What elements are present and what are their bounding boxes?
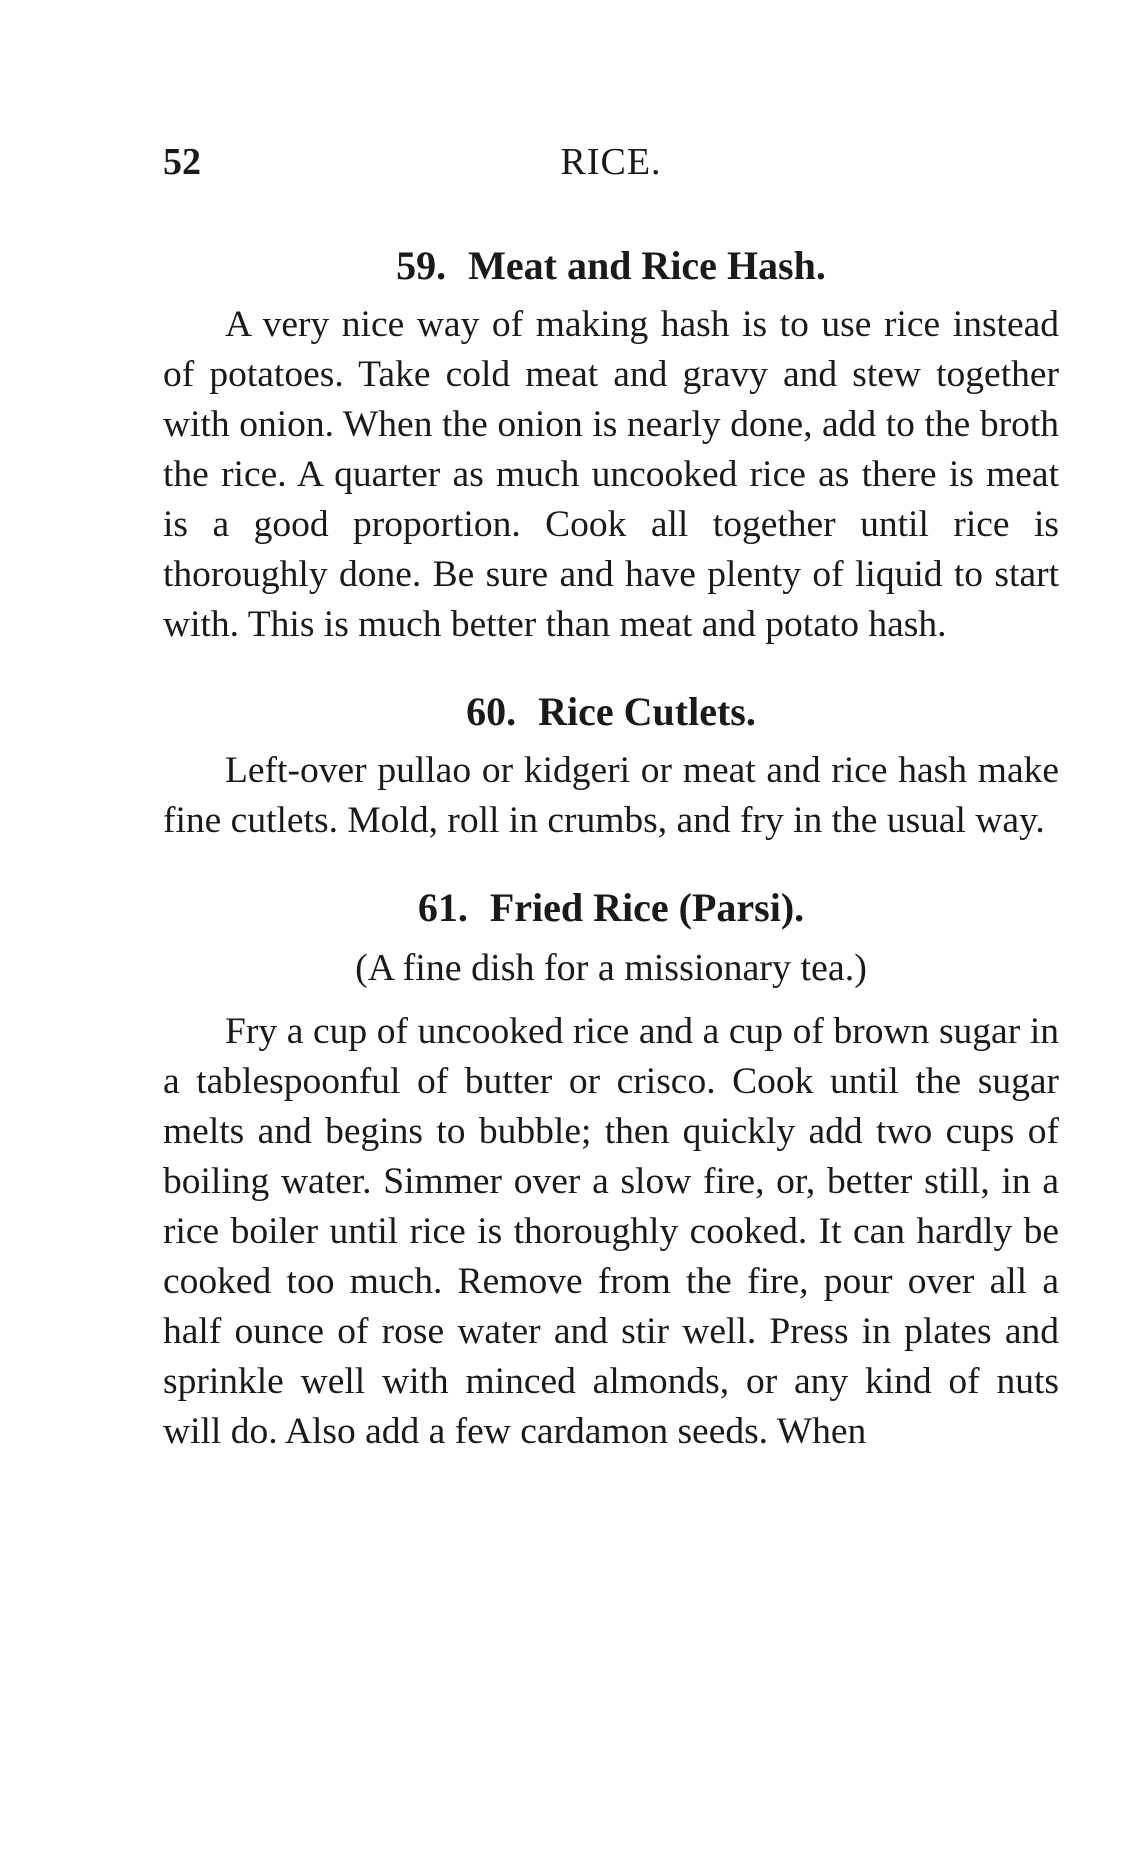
recipe-text: Left-over pullao or kidgeri or meat and rice hash make fine cutlets. Mold, roll in crumbs, and fry in the usual way.: [163, 750, 1059, 841]
recipe-61: [163, 884, 1059, 1457]
recipe-heading: [163, 242, 1059, 290]
page-number: 52: [163, 141, 201, 183]
recipe-title: Rice Cutlets.: [538, 689, 756, 734]
recipe-59: [163, 242, 1059, 650]
recipe-title: Fried Rice (Parsi).: [489, 885, 805, 930]
book-page: [163, 120, 1059, 1495]
recipe-text: Fry a cup of uncooked rice and a cup of brown sugar in a tablespoonful of butter or crisco. Cook until the sugar melts and begins to bubble; then quickly add two cups of boiling water. Simmer over a slow fire, or, better still, in a rice boiler until rice is thoroughly cooked. It can hardly be cooked too much. Remove from the fire, pour over all a half ounce of rose water and stir well. Press in plates and sprinkle well with minced almonds, or any kind of nuts will do. Also add a few cardamon seeds. When: [163, 1011, 1059, 1453]
recipe-title: Meat and Rice Hash.: [468, 243, 826, 288]
recipe-number: 61.: [417, 885, 468, 930]
running-head: [163, 120, 1059, 183]
recipe-number: 60.: [466, 689, 517, 734]
recipe-heading: [163, 688, 1059, 736]
recipe-number: 59.: [396, 243, 447, 288]
running-title: RICE.: [560, 141, 662, 183]
recipe-subtitle: (A fine dish for a missionary tea.): [355, 947, 867, 989]
recipe-text: A very nice way of making hash is to use rice instead of potatoes. Take cold meat and gravy and stew together with onion. When the onion is nearly done, add to the broth the rice. A quarter as much uncooked rice as there is meat is a good proportion. Cook all together until rice is thoroughly done. Be sure and have plenty of liquid to start with. This is much better than meat and potato hash.: [163, 304, 1059, 645]
recipe-60: [163, 688, 1059, 846]
recipe-heading: [163, 884, 1059, 932]
